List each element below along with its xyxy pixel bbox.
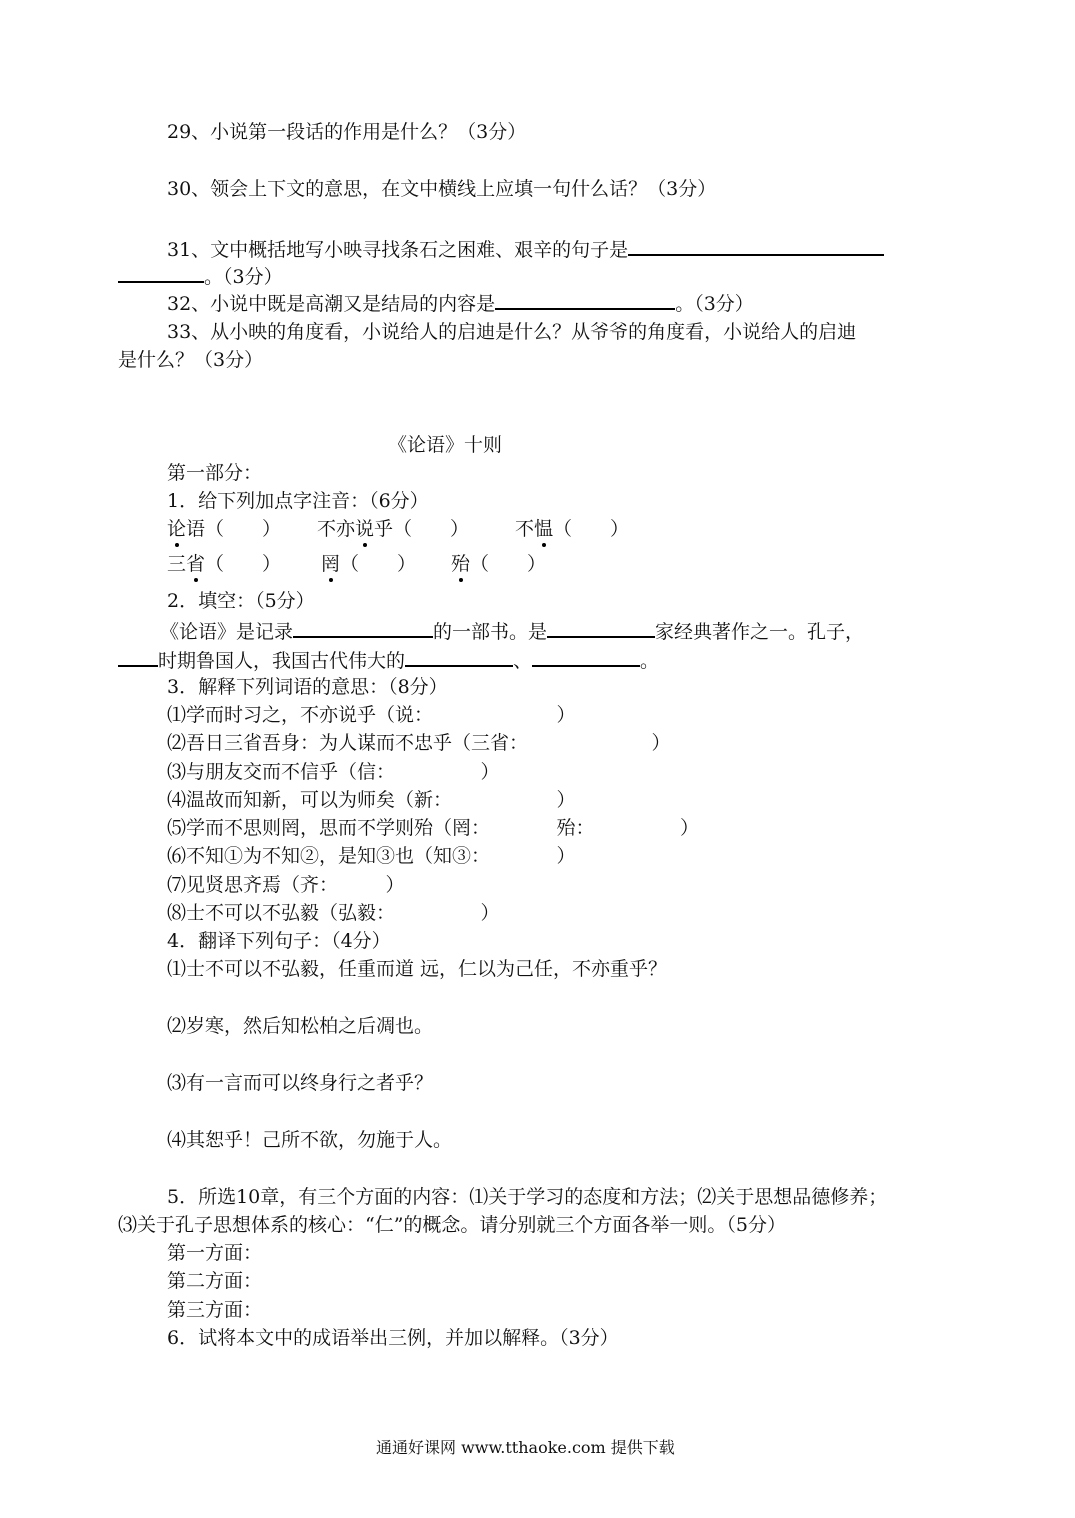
question-32 <box>167 290 754 316</box>
question-30: 30、领会上下文的意思，在文中横线上应填一句什么话？（3分） <box>167 178 717 200</box>
s4-item: ⑶有一言而可以终身行之者乎？ <box>167 1072 434 1094</box>
aspect-2: 第二方面： <box>167 1270 263 1292</box>
answer-blank[interactable] <box>118 263 204 283</box>
answer-blank[interactable] <box>118 647 158 667</box>
s3-item: ⑴学而时习之，不亦说乎（说： ） <box>167 704 576 726</box>
footer-text: 通通好课网 www.tthaoke.com 提供下载 <box>376 1438 675 1457</box>
answer-blank[interactable] <box>293 618 433 638</box>
section-title: 《论语》十则 <box>388 434 503 456</box>
pinyin-item: 三省（ ） <box>167 553 282 575</box>
s3-item: ⑷温故而知新，可以为师矣（新： ） <box>167 789 576 811</box>
s3-item: ⑻士不可以不弘毅（弘毅： ） <box>167 902 500 924</box>
s5-line-2: ⑶关于孔子思想体系的核心：“仁”的概念。请分别就三个方面各举一则。（5分） <box>118 1214 787 1236</box>
question-31-text: 31、文中概括地写小映寻找条石之困难、艰辛的句子是 <box>167 239 629 261</box>
question-31-cont <box>118 263 283 289</box>
pinyin-item: 论语（ ） <box>167 518 282 540</box>
pinyin-row-1 <box>167 517 629 541</box>
question-32-text: 32、小说中既是高潮又是结局的内容是 <box>167 293 496 315</box>
fill-line-2: 时期鲁国人，我国古代伟大的 、 。 <box>118 647 659 673</box>
answer-blank[interactable] <box>405 647 513 667</box>
pinyin-item: 不愠（ ） <box>515 518 630 540</box>
answer-blank[interactable] <box>495 290 675 310</box>
s3-heading: 3．解释下列词语的意思：（8分） <box>167 676 448 698</box>
aspect-1: 第一方面： <box>167 1242 263 1264</box>
pinyin-row-2 <box>167 552 546 576</box>
s4-item: ⑵岁寒，然后知松柏之后凋也。 <box>167 1015 434 1037</box>
s4-heading: 4．翻译下列句子：（4分） <box>167 930 391 952</box>
s6-heading: 6．试将本文中的成语举出三例，并加以解释。（3分） <box>167 1327 619 1349</box>
answer-blank[interactable] <box>547 618 655 638</box>
s3-item: ⑶与朋友交而不信乎（信： ） <box>167 761 500 783</box>
pinyin-item: 不亦说乎（ ） <box>317 518 470 540</box>
aspect-3: 第三方面： <box>167 1299 263 1321</box>
s2-heading: 2．填空：（5分） <box>167 590 315 612</box>
s3-item: ⑹不知①为不知②，是知③也（知③： ） <box>167 845 576 867</box>
question-32-score: 。（3分） <box>675 293 754 315</box>
fill-line-1: 《论语》是记录 的一部书。是 家经典著作之一。孔子， <box>160 618 864 644</box>
question-31 <box>167 236 884 262</box>
question-31-score: 。（3分） <box>204 266 283 288</box>
question-33-cont: 是什么？（3分） <box>118 349 264 371</box>
question-29: 29、小说第一段话的作用是什么？（3分） <box>167 121 527 143</box>
pinyin-item: 殆（ ） <box>451 553 547 575</box>
question-33: 33、从小映的角度看，小说给人的启迪是什么？从爷爷的角度看，小说给人的启迪 <box>167 321 857 343</box>
s4-item: ⑴士不可以不弘毅，任重而道 远，仁以为己任，不亦重乎？ <box>167 958 668 980</box>
s1-heading: 1．给下列加点字注音：（6分） <box>167 490 429 512</box>
part-heading: 第一部分： <box>167 462 263 484</box>
s3-item: ⑺见贤思齐焉（齐： ） <box>167 874 405 896</box>
s3-item: ⑵吾日三省吾身：为人谋而不忠乎（三省： ） <box>167 732 671 754</box>
s3-item: ⑸学而不思则罔，思而不学则殆（罔： 殆： ） <box>167 817 700 839</box>
s5-line-1: 5．所选10章，有三个方面的内容：⑴关于学习的态度和方法；⑵关于思想品德修养； <box>167 1186 888 1208</box>
s4-item: ⑷其恕乎！己所不欲，勿施于人。 <box>167 1129 453 1151</box>
pinyin-item: 罔（ ） <box>321 553 417 575</box>
answer-blank[interactable] <box>628 236 884 256</box>
answer-blank[interactable] <box>532 647 640 667</box>
